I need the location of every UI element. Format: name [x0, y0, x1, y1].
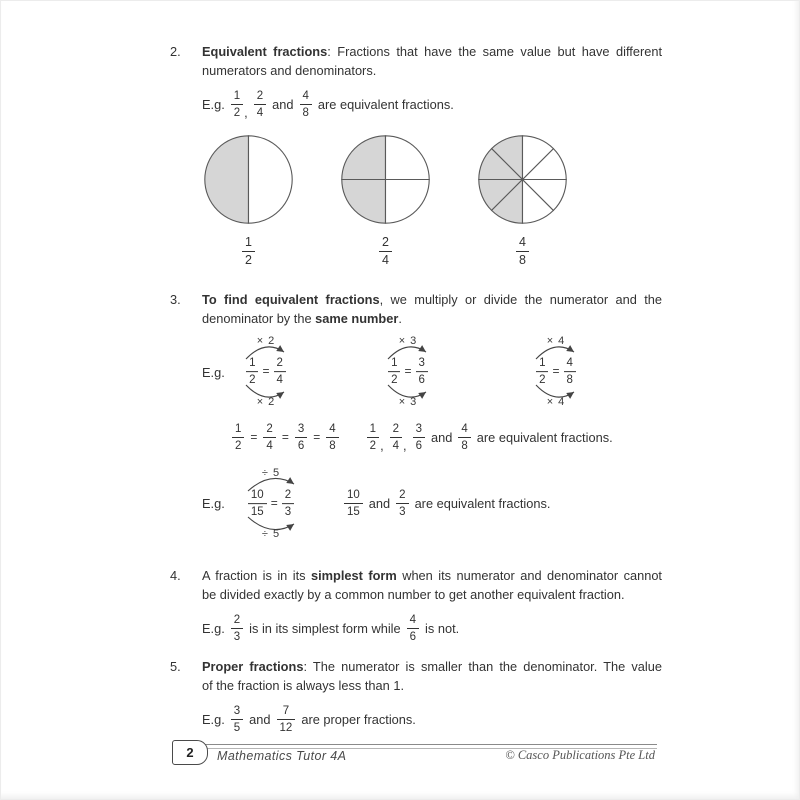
publisher-credit: © Casco Publications Pte Ltd — [505, 748, 655, 762]
denominator: 3 — [399, 506, 406, 519]
multiply-examples-row — [202, 332, 662, 412]
item-3 — [170, 290, 662, 544]
sentence-mid: is in its simplest form while — [249, 621, 401, 637]
fraction — [282, 488, 294, 520]
pie-row — [202, 133, 662, 269]
multiply-label: × 2 — [256, 335, 276, 347]
item-body — [202, 566, 662, 645]
fraction — [388, 356, 400, 388]
denominator: 3 — [233, 631, 241, 644]
numerator: 3 — [413, 422, 425, 438]
numerator: 4 — [564, 356, 576, 372]
pie-block — [339, 133, 432, 269]
pie-label-fraction — [379, 235, 392, 269]
denominator: 4 — [392, 440, 400, 453]
paragraph-text: : The numerator is smaller than the denominator. The value — [303, 658, 662, 674]
pie-block — [202, 133, 295, 269]
equals-sign: = — [262, 364, 270, 379]
fraction — [300, 89, 312, 121]
fraction-list-sentence — [344, 488, 550, 520]
fraction — [231, 704, 243, 736]
fraction — [326, 422, 338, 454]
fraction — [231, 89, 243, 121]
fraction — [416, 356, 428, 388]
sentence-tail: are proper fractions. — [301, 711, 416, 727]
fraction — [407, 613, 419, 645]
fraction — [344, 488, 363, 520]
numerator: 3 — [416, 356, 428, 372]
comma: , — [380, 437, 384, 453]
paragraph-line — [202, 309, 662, 328]
paragraph-text: A fraction is in its — [202, 567, 311, 583]
numerator: 7 — [277, 704, 296, 720]
pie-label-fraction — [516, 235, 529, 269]
numerator: 2 — [379, 235, 392, 253]
pie-chart-quarters — [339, 133, 432, 226]
fraction — [396, 488, 408, 520]
fraction — [413, 422, 425, 454]
numerator: 1 — [231, 89, 243, 105]
equals-sign: = — [404, 364, 412, 379]
chain-row — [202, 422, 662, 454]
denominator: 8 — [519, 253, 526, 268]
numerator: 2 — [274, 356, 286, 372]
item-body — [202, 42, 662, 269]
numerator: 3 — [231, 704, 243, 720]
divide-label: ÷ 5 — [261, 527, 281, 540]
item-number: 5. — [170, 658, 181, 674]
fraction — [295, 422, 307, 454]
denominator: 2 — [235, 440, 242, 453]
item-2 — [170, 42, 662, 269]
numerator: 3 — [295, 422, 307, 438]
eg-label: E.g. — [202, 364, 225, 380]
conjunction: and — [272, 97, 294, 113]
sentence-tail: are equivalent fractions. — [317, 97, 454, 113]
denominator: 4 — [256, 107, 264, 120]
numerator: 2 — [254, 89, 266, 105]
fraction — [248, 488, 267, 520]
eg-label: E.g. — [202, 621, 225, 637]
sentence-tail: are equivalent fractions. — [476, 430, 613, 446]
fraction-list-sentence — [367, 422, 613, 454]
divide-label: ÷ 5 — [261, 466, 281, 479]
multiply-example-x2 — [234, 332, 298, 412]
numerator: 2 — [263, 422, 275, 438]
numerator: 1 — [232, 422, 244, 438]
equation-row — [376, 356, 440, 388]
comma: , — [403, 437, 407, 453]
item-number: 4. — [170, 567, 181, 583]
equation-row — [232, 488, 310, 520]
multiply-example-x4 — [524, 332, 588, 412]
pie-label-fraction — [242, 235, 255, 269]
page-footer — [172, 740, 657, 770]
fraction — [564, 356, 576, 388]
denominator: 3 — [284, 506, 292, 519]
item-body — [202, 290, 662, 544]
denominator: 6 — [409, 631, 417, 644]
denominator: 4 — [266, 440, 273, 453]
paragraph-line: of the fraction is always less than 1. — [202, 677, 405, 693]
denominator: 4 — [382, 253, 389, 268]
term-bold: Proper fractions — [202, 658, 304, 674]
denominator: 15 — [347, 506, 360, 519]
fraction — [246, 356, 258, 388]
numerator: 2 — [396, 488, 408, 504]
example-row — [202, 704, 662, 736]
item-4 — [170, 566, 662, 645]
example-row — [202, 89, 662, 121]
conjunction: and — [249, 711, 271, 727]
fraction — [232, 422, 244, 454]
numerator: 1 — [367, 422, 379, 438]
paragraph-text: when its numerator and denominator cannot — [396, 567, 662, 583]
paragraph-line — [202, 290, 662, 309]
equals-sign: = — [552, 364, 560, 379]
numerator: 4 — [326, 422, 338, 438]
denominator: 2 — [391, 374, 398, 387]
term-bold: simplest form — [310, 567, 397, 583]
multiply-label: × 2 — [256, 396, 276, 408]
eg-label: E.g. — [202, 711, 225, 727]
fraction — [254, 89, 266, 121]
book-title: Mathematics Tutor 4A — [217, 749, 347, 763]
comma: , — [244, 104, 248, 120]
divide-example — [232, 464, 310, 544]
numerator: 10 — [344, 488, 363, 504]
page-number-badge: 2 — [172, 740, 208, 765]
numerator: 1 — [536, 356, 548, 372]
pie-chart-half — [202, 133, 295, 226]
paragraph-line: numerators and denominators. — [202, 63, 377, 78]
term-bold: Equivalent fractions — [202, 44, 328, 59]
denominator: 2 — [369, 440, 377, 453]
numerator: 2 — [390, 422, 402, 438]
paragraph-text: . — [398, 311, 402, 326]
numerator: 1 — [242, 235, 255, 253]
denominator: 6 — [297, 440, 305, 453]
page-content — [170, 42, 662, 735]
paragraph-text: denominator by the — [202, 311, 316, 326]
divide-example-row — [202, 464, 662, 544]
conjunction: and — [368, 496, 391, 512]
equals-sign: = — [313, 430, 321, 445]
numerator: 1 — [388, 356, 400, 372]
pie-block — [476, 133, 569, 269]
equals-sign: = — [270, 496, 278, 511]
term-bold: To find equivalent fractions — [202, 292, 380, 307]
multiply-label: × 3 — [398, 335, 418, 347]
denominator: 4 — [276, 374, 283, 387]
eg-label: E.g. — [202, 97, 225, 113]
denominator: 8 — [566, 374, 573, 387]
fraction — [274, 356, 286, 388]
equals-sign: = — [250, 430, 258, 445]
denominator: 6 — [418, 374, 425, 387]
denominator: 8 — [461, 440, 468, 453]
multiply-label: × 4 — [546, 396, 566, 408]
paragraph-line — [202, 657, 662, 676]
denominator: 6 — [415, 440, 423, 453]
paragraph-text: , we multiply or divide the numerator and the — [379, 292, 662, 307]
numerator: 4 — [300, 89, 312, 105]
fraction — [458, 422, 470, 454]
paragraph-line — [202, 42, 662, 61]
numerator: 2 — [231, 613, 243, 629]
item-5 — [170, 657, 662, 736]
term-bold: same number — [315, 311, 399, 326]
item-body — [202, 657, 662, 736]
fraction — [263, 422, 275, 454]
fraction — [277, 704, 296, 736]
denominator: 12 — [279, 721, 293, 734]
paragraph-text: : Fractions that have the same value but have different — [327, 44, 662, 59]
item-number: 3. — [170, 292, 181, 307]
sentence-tail: is not. — [425, 621, 460, 637]
multiply-label: × 3 — [398, 396, 418, 408]
numerator: 10 — [248, 488, 267, 504]
denominator: 8 — [329, 440, 336, 453]
fraction — [367, 422, 379, 454]
conjunction: and — [431, 430, 453, 446]
fraction — [536, 356, 548, 388]
numerator: 4 — [516, 235, 529, 253]
denominator: 2 — [249, 374, 256, 387]
denominator: 15 — [250, 506, 264, 519]
denominator: 2 — [233, 107, 241, 120]
fraction — [390, 422, 402, 454]
numerator: 4 — [407, 613, 419, 629]
numerator: 4 — [458, 422, 470, 438]
numerator: 1 — [246, 356, 258, 372]
pie-chart-eighths — [476, 133, 569, 226]
denominator: 2 — [539, 374, 546, 387]
item-number: 2. — [170, 44, 181, 59]
multiply-example-x3 — [376, 332, 440, 412]
sentence-tail: are equivalent fractions. — [414, 496, 551, 512]
denominator: 5 — [233, 721, 241, 734]
fraction — [231, 613, 243, 645]
denominator: 8 — [302, 107, 309, 120]
equation-row — [234, 356, 298, 388]
eg-label: E.g. — [202, 496, 225, 512]
equation-row — [524, 356, 588, 388]
numerator: 2 — [282, 488, 294, 504]
denominator: 2 — [245, 253, 252, 268]
example-row — [202, 613, 662, 645]
paragraph-line — [202, 566, 662, 585]
paragraph-line: be divided exactly by a common number to get another equivalent fraction. — [202, 586, 625, 602]
fraction-chain — [232, 422, 339, 454]
equals-sign: = — [281, 430, 289, 445]
multiply-label: × 4 — [546, 335, 566, 347]
